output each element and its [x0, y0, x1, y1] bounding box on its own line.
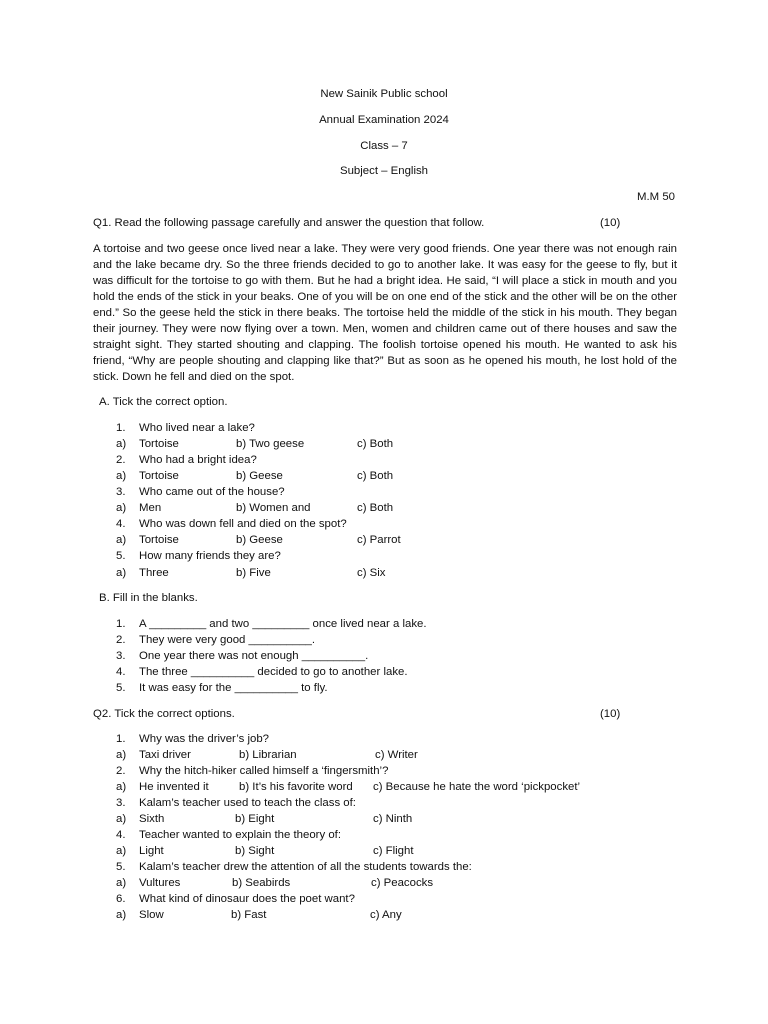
q2-marks: (10) — [600, 708, 621, 720]
option-b[interactable]: b) Two geese — [236, 438, 305, 450]
question-number: 2. — [116, 454, 126, 466]
option-a-label[interactable]: a) — [116, 781, 127, 793]
option-a-label[interactable]: a) — [116, 877, 127, 889]
option-b[interactable]: b) Geese — [236, 470, 283, 482]
school-name: New Sainik Public school — [320, 88, 448, 100]
q1-title: Q1. Read the following passage carefully and answer the question that follow. — [93, 217, 485, 229]
question-text: Why was the driver’s job? — [139, 733, 269, 745]
exam-title: Annual Examination 2024 — [319, 114, 449, 126]
option-a[interactable]: Three — [139, 567, 169, 579]
question-number: 4. — [116, 829, 126, 841]
option-c[interactable]: c) Because he hate the word ‘pickpocket’ — [373, 781, 581, 793]
question-text: Who came out of the house? — [139, 486, 285, 498]
question-text: Who lived near a lake? — [139, 422, 255, 434]
option-b[interactable]: b) Women and — [236, 502, 311, 514]
option-a-label[interactable]: a) — [116, 909, 127, 921]
blank-text: A _________ and two _________ once lived near a lake. — [139, 618, 427, 630]
option-b[interactable]: b) Fast — [231, 909, 267, 921]
option-c[interactable]: c) Both — [357, 438, 394, 450]
option-b[interactable]: b) It’s his favorite word — [239, 781, 353, 793]
option-a-label[interactable]: a) — [116, 438, 127, 450]
option-a-label[interactable]: a) — [116, 502, 127, 514]
blank-number: 5. — [116, 682, 126, 694]
option-a[interactable]: Taxi driver — [139, 749, 191, 761]
option-c[interactable]: c) Peacocks — [371, 877, 434, 889]
question-number: 3. — [116, 797, 126, 809]
question-number: 4. — [116, 518, 126, 530]
option-a[interactable]: Vultures — [139, 877, 181, 889]
option-b[interactable]: b) Geese — [236, 534, 283, 546]
blank-text: The three __________ decided to go to another lake. — [139, 666, 408, 678]
question-number: 1. — [116, 422, 126, 434]
max-marks: M.M 50 — [637, 191, 675, 203]
option-b[interactable]: b) Eight — [235, 813, 275, 825]
option-c[interactable]: c) Parrot — [357, 534, 401, 546]
blank-number: 4. — [116, 666, 126, 678]
option-b[interactable]: b) Sight — [235, 845, 275, 857]
blank-text: One year there was not enough __________. — [139, 650, 369, 662]
option-a[interactable]: Light — [139, 845, 164, 857]
option-c[interactable]: c) Both — [357, 502, 394, 514]
question-number: 1. — [116, 733, 126, 745]
q1-marks: (10) — [600, 217, 621, 229]
question-number: 5. — [116, 861, 126, 873]
option-c[interactable]: c) Six — [357, 567, 386, 579]
option-a[interactable]: Tortoise — [139, 438, 179, 450]
option-a-label[interactable]: a) — [116, 813, 127, 825]
question-text: Who had a bright idea? — [139, 454, 257, 466]
blank-number: 2. — [116, 634, 126, 646]
question-text: Kalam’s teacher used to teach the class of: — [139, 797, 356, 809]
question-text: What kind of dinosaur does the poet want? — [139, 893, 355, 905]
class-label: Class – 7 — [360, 140, 408, 152]
option-c[interactable]: c) Flight — [373, 845, 414, 857]
question-text: Why the hitch-hiker called himself a ‘fingersmith’? — [139, 765, 389, 777]
blank-text: It was easy for the __________ to fly. — [139, 682, 328, 694]
question-text: Kalam’s teacher drew the attention of all the students towards the: — [139, 861, 472, 873]
question-text: Teacher wanted to explain the theory of: — [139, 829, 341, 841]
option-b[interactable]: b) Seabirds — [232, 877, 291, 889]
option-c[interactable]: c) Any — [370, 909, 402, 921]
blank-number: 1. — [116, 618, 126, 630]
part-a-title: A. Tick the correct option. — [99, 396, 228, 408]
question-number: 3. — [116, 486, 126, 498]
blank-text: They were very good __________. — [139, 634, 316, 646]
question-text: Who was down fell and died on the spot? — [139, 518, 347, 530]
option-b[interactable]: b) Librarian — [239, 749, 297, 761]
option-a-label[interactable]: a) — [116, 845, 127, 857]
option-a-label[interactable]: a) — [116, 470, 127, 482]
question-number: 6. — [116, 893, 126, 905]
option-a[interactable]: Tortoise — [139, 534, 179, 546]
option-b[interactable]: b) Five — [236, 567, 271, 579]
reading-passage: A tortoise and two geese once lived near a lake. They were very good friends. One year there was not enough rain and the lake became dry. So the three friends decided to go to another lake. It was easy for the geese to fly, but it was difficult for the tortoise to go with them. But he had a bright idea. He said, “I will place a stick in mouth and you hold the ends of the stick in your beaks. One of you will be on one end of the stick and the other will be on the other end.” So the geese held the stick in there beaks. The tortoise held the middle of the stick in his mouth. They began their journey. They were now flying over a town. Men, women and children came out of there houses and saw the straight sight. They started shouting and clapping. The foolish tortoise opened his mouth. He wanted to ask his friend, “Why are people shouting and clapping like that?” But as soon as he opened his mouth, he lost hold of the stick. Down he fell and died on the spot. — [93, 243, 677, 383]
question-text: How many friends they are? — [139, 550, 281, 562]
part-b-title: B. Fill in the blanks. — [99, 592, 198, 604]
option-c[interactable]: c) Writer — [375, 749, 418, 761]
subject-label: Subject – English — [339, 165, 429, 177]
option-a[interactable]: Slow — [139, 909, 164, 921]
option-a[interactable]: Men — [139, 502, 162, 514]
option-c[interactable]: c) Both — [357, 470, 394, 482]
q2-title: Q2. Tick the correct options. — [93, 708, 235, 720]
option-c[interactable]: c) Ninth — [373, 813, 413, 825]
option-a[interactable]: Tortoise — [139, 470, 179, 482]
blank-number: 3. — [116, 650, 126, 662]
question-number: 5. — [116, 550, 126, 562]
option-a-label[interactable]: a) — [116, 567, 127, 579]
question-number: 2. — [116, 765, 126, 777]
option-a[interactable]: Sixth — [139, 813, 165, 825]
option-a-label[interactable]: a) — [116, 534, 127, 546]
option-a[interactable]: He invented it — [139, 781, 209, 793]
option-a-label[interactable]: a) — [116, 749, 127, 761]
